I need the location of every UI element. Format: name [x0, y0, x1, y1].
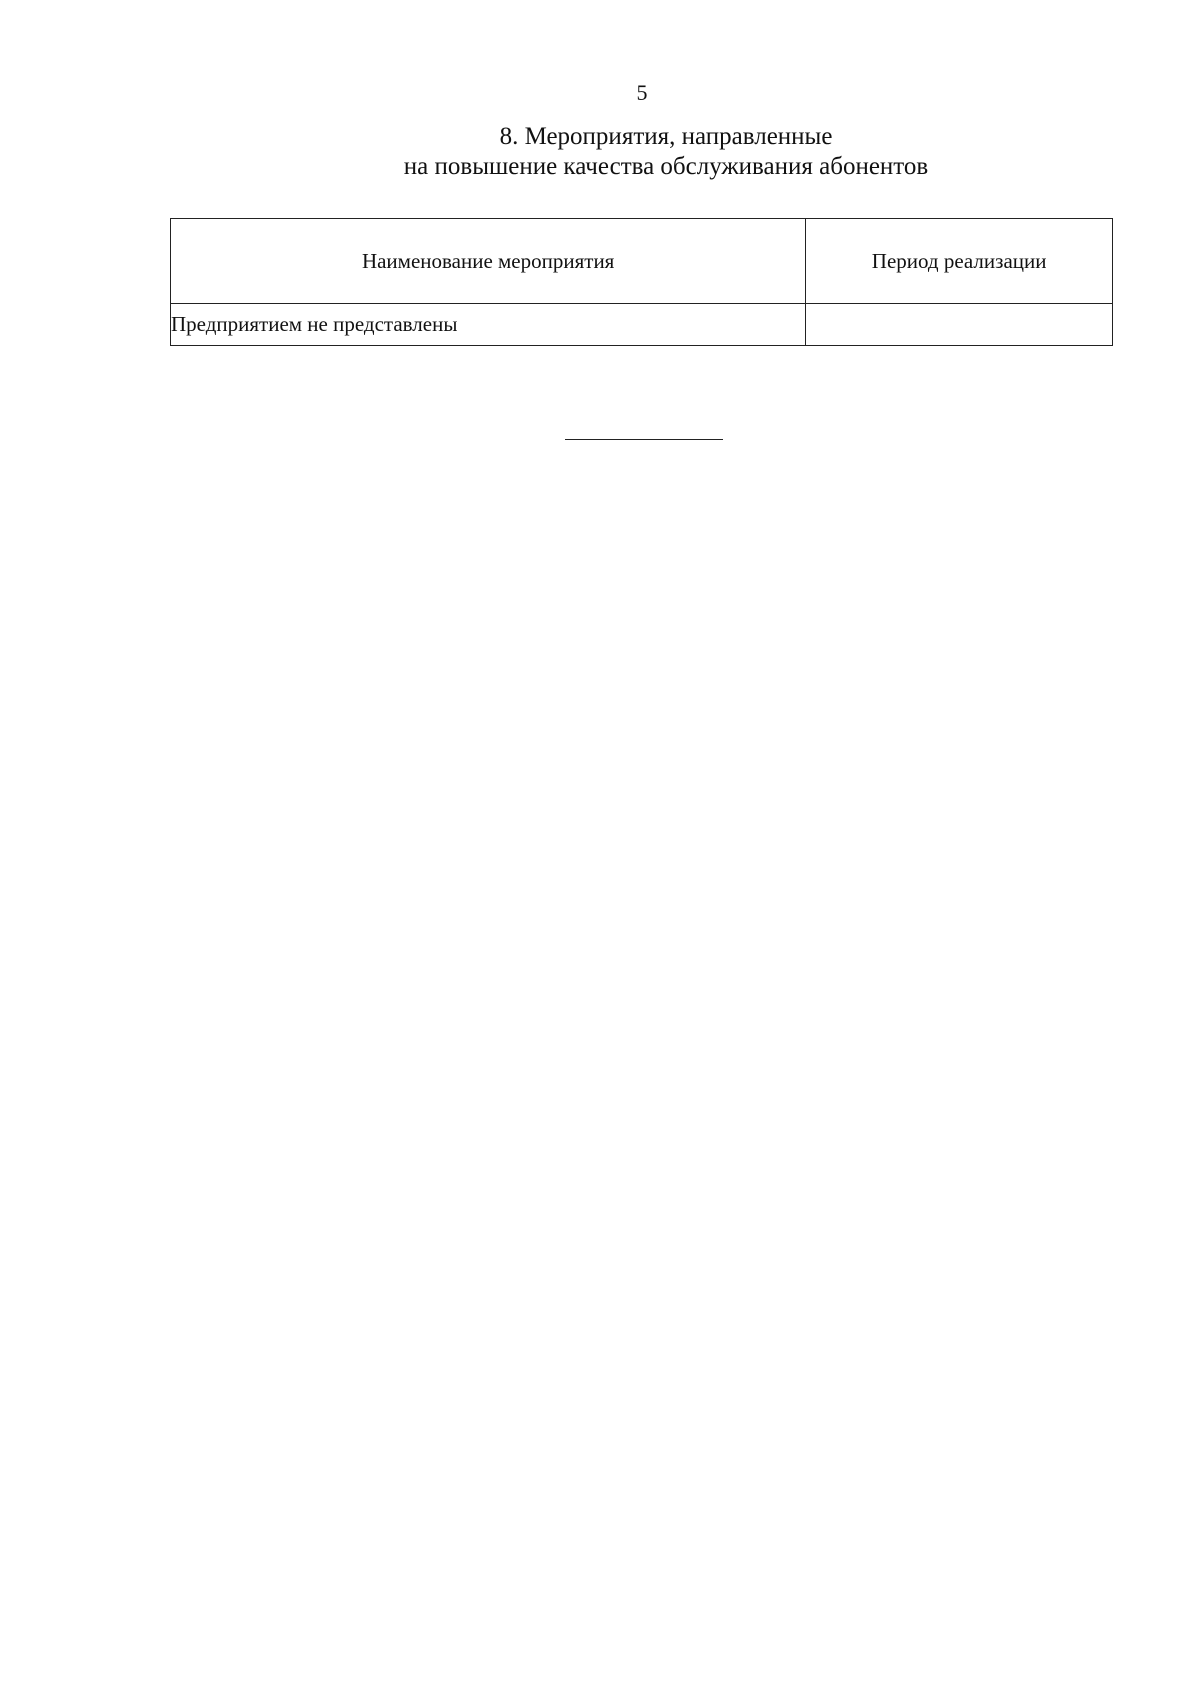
table-row	[171, 304, 1113, 346]
measures-table	[170, 218, 1113, 346]
section-title-line-1: 8. Мероприятия, направленные	[499, 123, 833, 150]
cell-measure-name: Предприятием не представлены	[171, 304, 806, 346]
column-header-implementation-period: Период реализации	[806, 219, 1113, 304]
column-header-measure-name: Наименование мероприятия	[171, 219, 806, 304]
table-header-row	[171, 219, 1113, 304]
section-title-line-2: на повышение качества обслуживания абонентов	[403, 153, 929, 180]
page-number: 5	[636, 80, 648, 105]
end-divider-line	[565, 439, 723, 440]
cell-implementation-period	[806, 304, 1113, 346]
section-title	[0, 122, 1200, 182]
